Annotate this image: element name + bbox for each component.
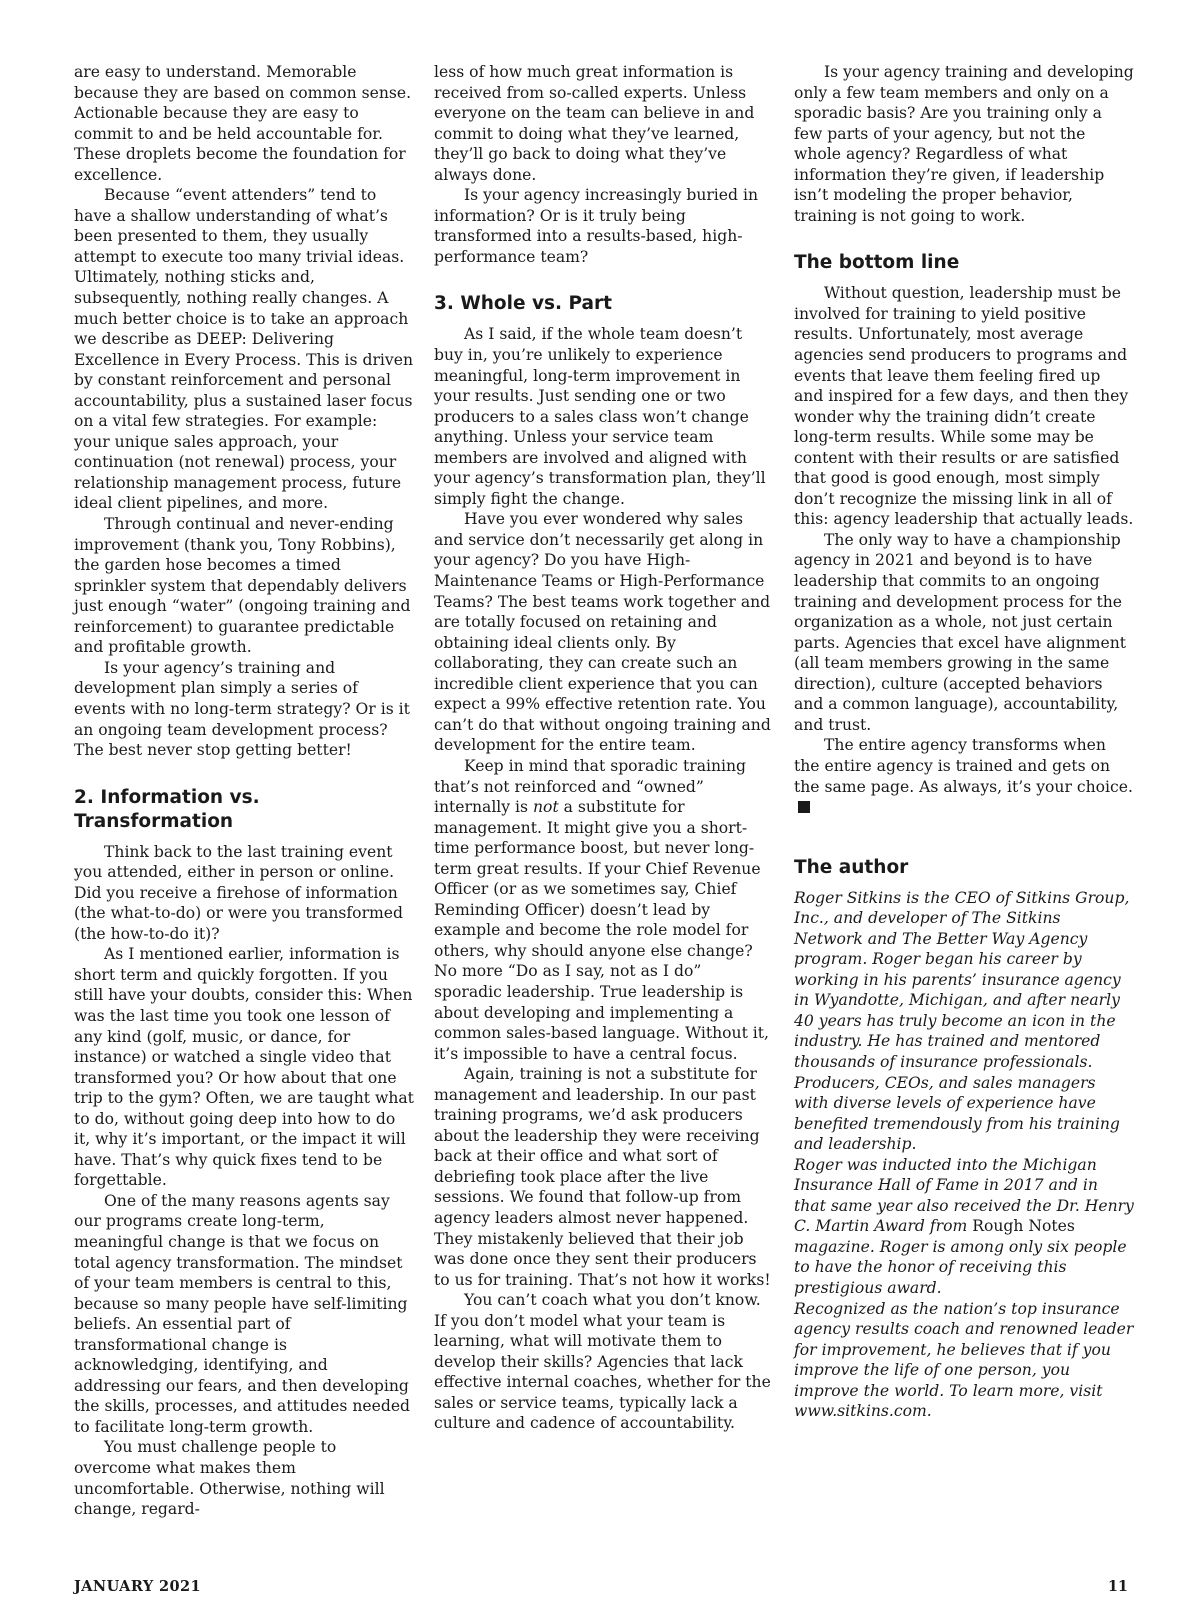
magazine-title: Rough Notes (972, 1217, 1075, 1236)
footer-date: JANUARY 2021 (74, 1578, 201, 1595)
paragraph (794, 735, 1134, 817)
section-heading: The author (794, 856, 909, 878)
paragraph (434, 756, 774, 1064)
emphasis: not (533, 798, 559, 817)
section-heading: 2. Information vs. Transformation (74, 786, 260, 832)
paragraph: Think back to the last training event you attended, either in person or online. Did you receive a firehose of information (the what-to-do) or were you transformed (the how-to-do it)? (74, 842, 404, 943)
column-1 (74, 62, 414, 1520)
paragraph: Again, training is not a substitute for management and leadership. In our past training programs, we’d ask producers about the leadership they were receiving back at their office and what sort of debriefing took place after the live sessions. We found that follow-up from agency leaders almost never happened. They mistakenly believed that their job was done once they sent their producers to us for training. That’s not how it works! (434, 1065, 771, 1289)
paragraph: Is your agency training and developing only a few team members and only on a sporadic basis? Are you training only a few parts of your agency, but not the whole agency? Regardless of what information they’re given, if leadership isn’t modeling the proper behavior, training is not going to work. (794, 63, 1134, 225)
paragraph: As I said, if the whole team doesn’t buy in, you’re unlikely to experience meaningful, long-term improvement in your results. Just sending one or two producers to a sales class won’t change anything. Unless your service team members are involved and aligned with your agency’s transformation plan, they’ll simply fight the change. (434, 325, 766, 508)
paragraph: As I mentioned earlier, information is short term and quickly forgotten. If you still have your doubts, consider this: When was the last time you took one lesson of any kind (golf, music, or dance, for instance) or watched a single video that transformed you? Or how about that one trip to the gym? Often, we are taught what to do, without going deep into how to do it, why it’s important, or the impact it will have. That’s why quick fixes tend to be forgettable. (74, 945, 414, 1190)
column-2 (434, 62, 774, 1434)
author-bio: Roger Sitkins is the CEO of Sitkins Group, Inc., and developer of The Sitkins Network and The Better Way Agency program. Roger began his career by working in his parents’ insurance agency in Wyandotte, Michigan, and after nearly 40 years has truly become an icon in the industry. He has trained and mentored thousands of insurance professionals. Producers, CEOs, and sales managers with diverse levels of experience have benefited tremendously from his training and leadership. (794, 888, 1130, 1154)
paragraph: One of the many reasons agents say our programs create long-term, meaningful change is that we focus on total agency transformation. The mindset of your team members is central to this, because so many people have self-limiting beliefs. An essential part of transformational change is acknowledging, identifying, and addressing our fears, and then developing the skills, processes, and attitudes needed to facilitate long-term growth. (74, 1191, 411, 1436)
paragraph: You can’t coach what you don’t know. If you don’t model what your team is learning, what will motivate them to develop their skills? Agencies that lack effective internal coaches, whether for the sales or service teams, typically lack a culture and cadence of accountability. (434, 1291, 771, 1433)
column-3 (794, 62, 1134, 1422)
paragraph: Is your agency’s training and development plan simply a series of events with no long-term strategy? Or is it an ongoing team development process? The best never stop getting better! (74, 658, 410, 760)
text-run: a substitute for management. It might give you a short-time performance boost, but never long-term great results. If your Chief Revenue Officer (or as we sometimes say, Chief Reminding Officer) doesn’t lead by example and become the role model for others, why should anyone else change? No more “Do as I say, not as I do” sporadic leadership. True leadership is about developing and implementing a common sales-based language. Without it, it’s impossible to have a central focus. (434, 798, 770, 1063)
end-mark-icon (798, 801, 810, 813)
section-heading: The bottom line (794, 252, 960, 274)
paragraph: You must challenge people to overcome what makes them uncomfortable. Otherwise, nothing will change, regard- (74, 1438, 385, 1519)
paragraph: Is your agency increasingly buried in information? Or is it truly being transformed into a results-based, high-performance team? (434, 186, 758, 266)
text-run: The entire agency transforms when the entire agency is trained and gets on the same page. As always, it’s your choice. (794, 736, 1133, 796)
paragraph: Have you ever wondered why sales and service don’t necessarily get along in your agency? Do you have High-Maintenance Teams or High-Performance Teams? The best teams work together and are totally focused on retaining and obtaining ideal clients only. By collaborating, they can create such an incredible client experience that you can expect a 99% effective retention rate. You can’t do that without ongoing training and development for the entire team. (434, 510, 771, 755)
author-bio (794, 1155, 1134, 1299)
text-run: Keep in mind that sporadic training that’s not reinforced and “owned” internally is (434, 756, 747, 817)
author-bio: Recognized as the nation’s top insurance agency results coach and renowned leader for improvement, he believes that if you improve the life of one person, you improve the world. To learn more, visit www.sitkins.com. (794, 1299, 1134, 1421)
paragraph: Without question, leadership must be involved for training to yield positive results. Unfortunately, most average agencies send producers to programs and events that leave them feeling fired up and inspired for a few days, and then they wonder why the training didn’t create long-term results. While some may be content with their results or are satisfied that good is good enough, most simply don’t recognize the missing link in all of this: agency leadership that actually leads. (794, 284, 1134, 529)
paragraph: The only way to have a championship agency in 2021 and beyond is to have leadership that commits to an ongoing training and development process for the organization as a whole, not just certain parts. Agencies that excel have alignment (all team members growing in the same direction), culture (accepted behaviors and a common language), accountability, and trust. (794, 530, 1127, 734)
text-run: Roger was inducted into the Michigan Insurance Hall of Fame in 2017 and in that same year also received the Dr. Henry C. Martin Award from (794, 1155, 1134, 1236)
text-run: magazine. Roger is among only six people to have the honor of receiving this prestigious award. (794, 1237, 1127, 1297)
paragraph: Because “event attenders” tend to have a shallow understanding of what’s been presented to them, they usually attempt to execute too many trivial ideas. Ultimately, nothing sticks and, subsequently, nothing really changes. A much better choice is to take an approach we describe as DEEP: Delivering Excellence in Every Process. This is driven by constant reinforcement and personal accountability, plus a sustained laser focus on a vital few strategies. For example: your unique sales approach, your continuation (not renewal) process, your relationship management process, future ideal client pipelines, and more. (74, 186, 413, 513)
section-heading: 3. Whole vs. Part (434, 293, 613, 315)
page-number: 11 (1107, 1578, 1128, 1595)
paragraph: are easy to understand. Memorable because they are based on common sense. Actionable because they are easy to commit to and be held accountable for. These droplets become the foundation for excellence. (74, 63, 412, 184)
paragraph: less of how much great information is received from so-called experts. Unless everyone on the team can believe in and commit to doing what they’ve learned, they’ll go back to doing what they’ve always done. (434, 63, 755, 184)
paragraph: Through continual and never-ending improvement (thank you, Tony Robbins), the garden hose becomes a timed sprinkler system that dependably delivers just enough “water” (ongoing training and reinforcement) to guarantee predictable and profitable growth. (74, 515, 411, 657)
